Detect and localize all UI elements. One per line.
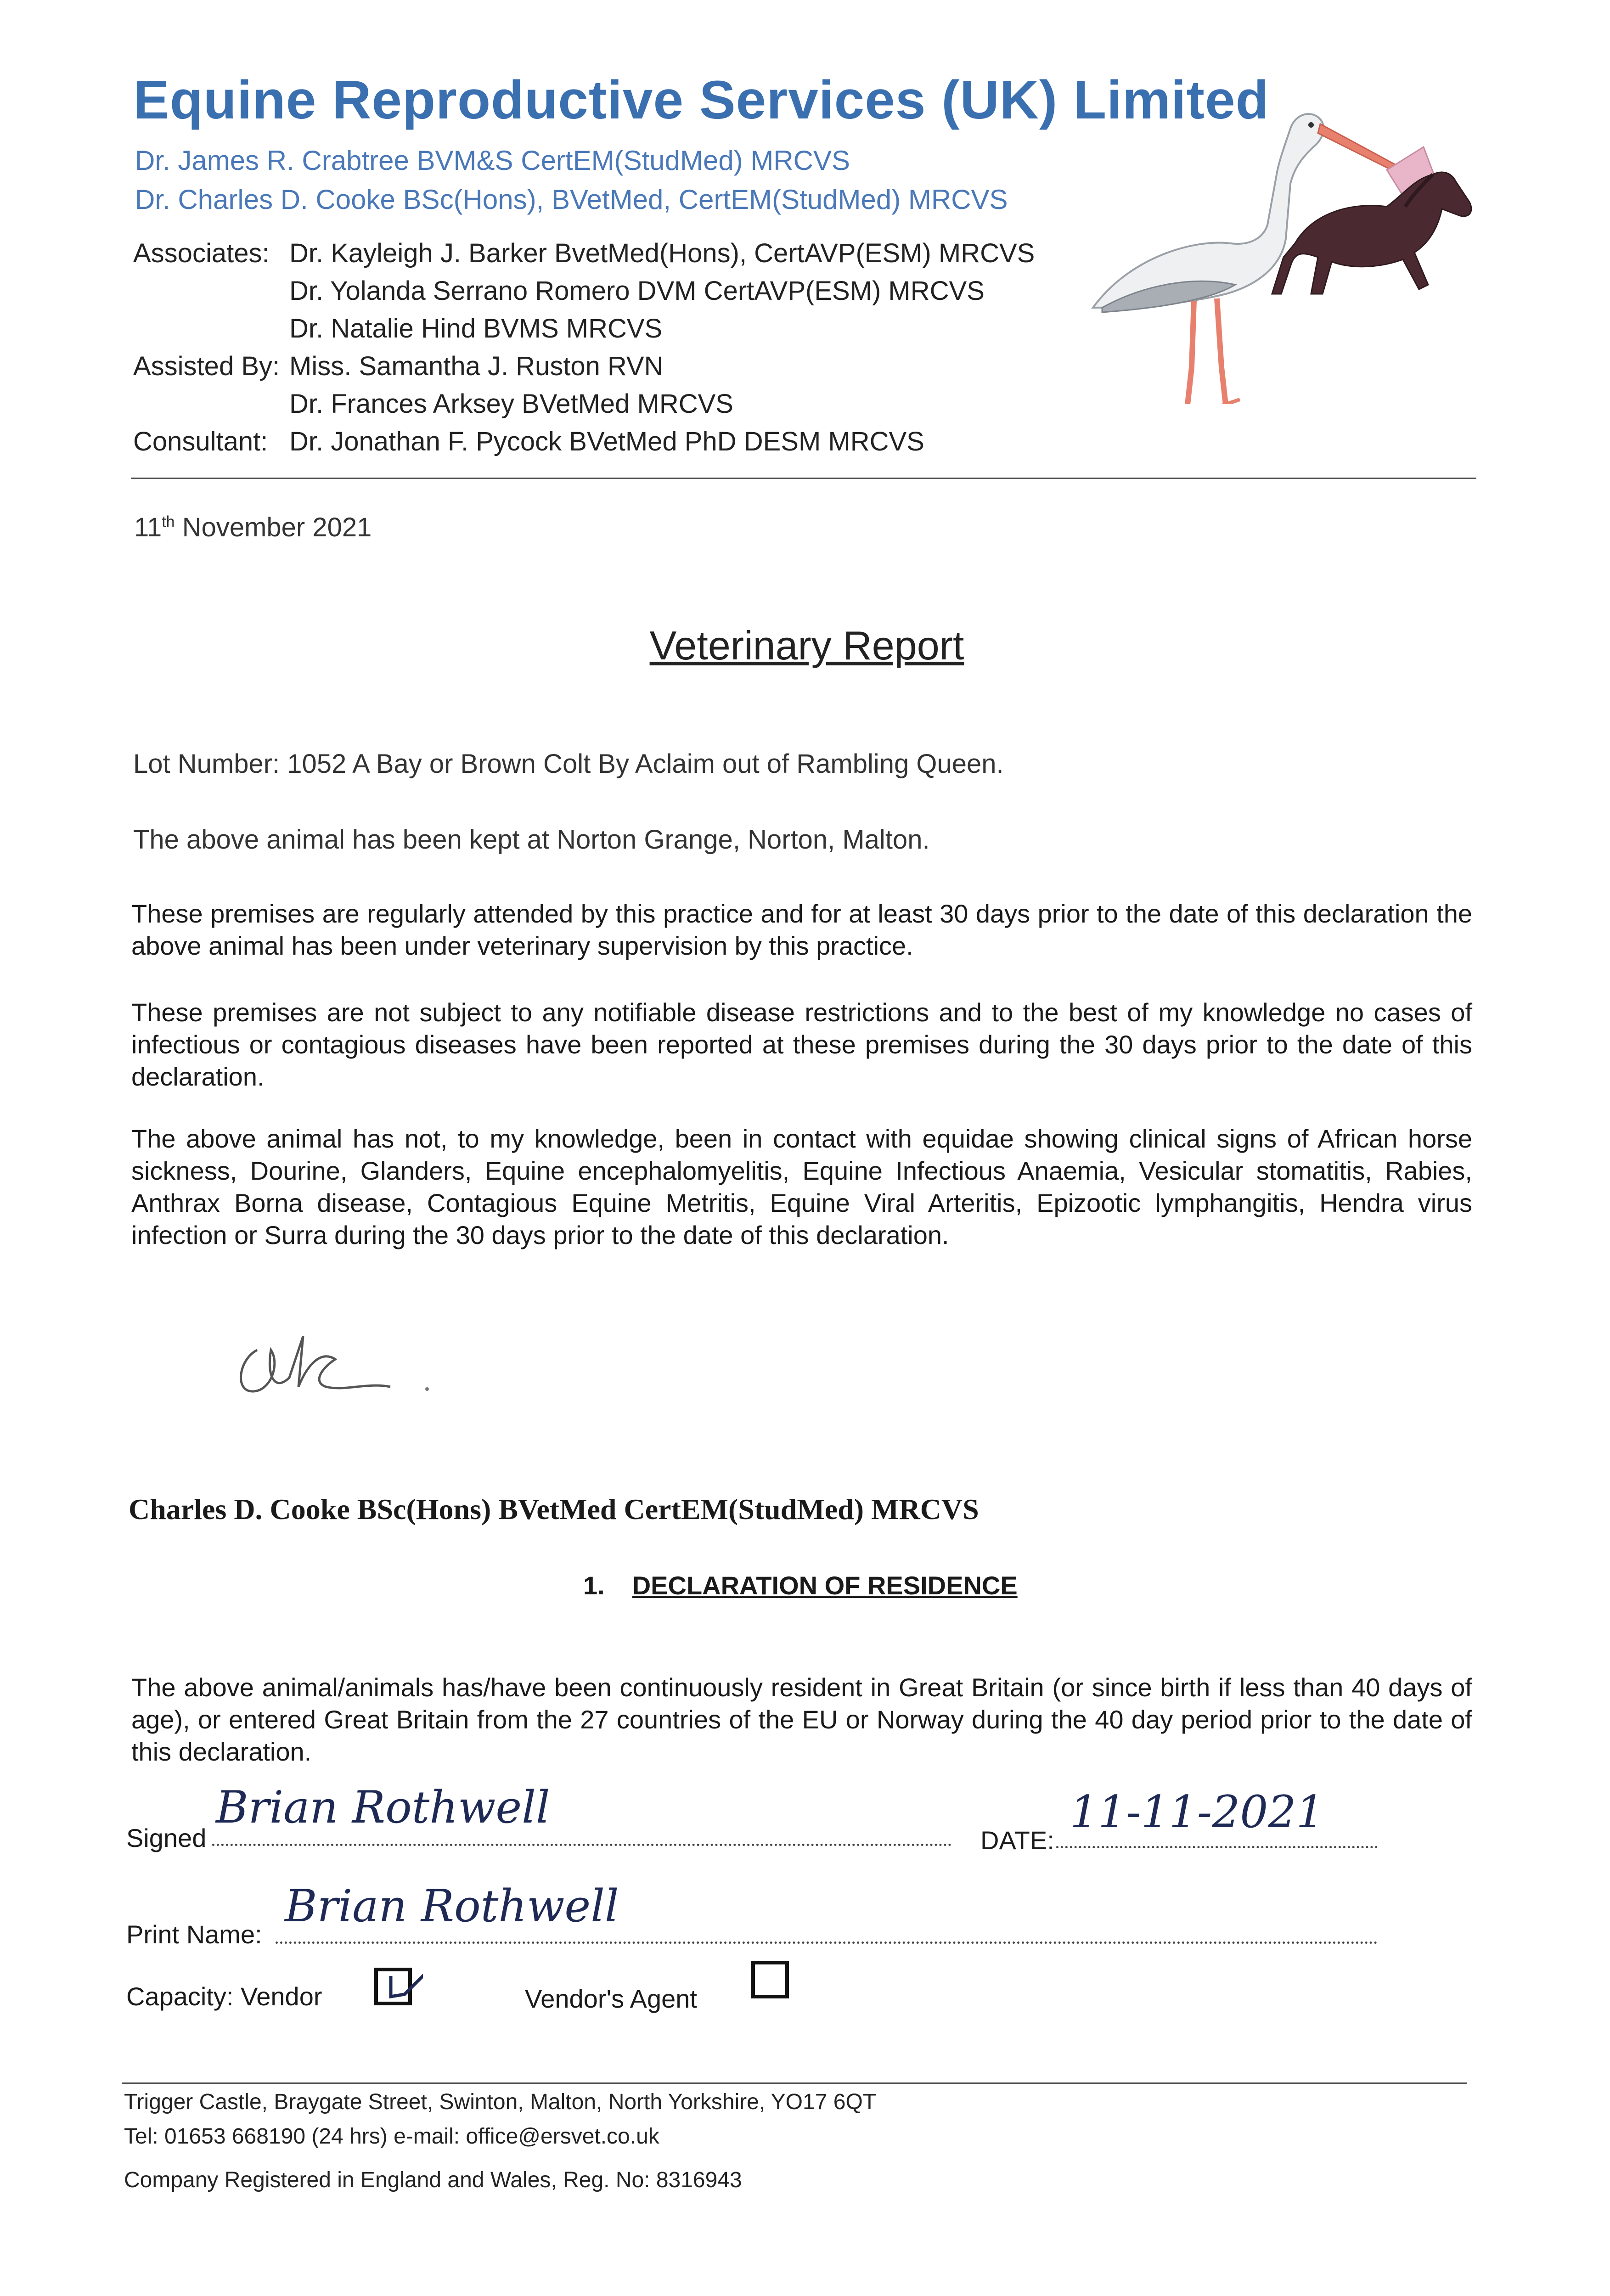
signed-line[interactable]: [212, 1844, 951, 1846]
associates-row-3: [133, 313, 662, 344]
check-mark-icon: [377, 1962, 423, 2003]
footer-address: Trigger Castle, Braygate Street, Swinton, Malton, North Yorkshire, YO17 6QT: [124, 2090, 877, 2114]
assisted-row-2: [133, 388, 733, 419]
partner-cooke: Dr. Charles D. Cooke BSc(Hons), BVetMed, CertEM(StudMed) MRCVS: [135, 184, 1008, 215]
company-name: Equine Reproductive Services (UK) Limited: [133, 70, 1269, 130]
assistant-ruston: Miss. Samantha J. Ruston RVN: [289, 351, 664, 381]
contact-paragraph: The above animal has not, to my knowledge, been in contact with equidae showing clinical signs of African horse sickness, Dourine, Glanders, Equine encephalomyelitis, Equine Infectious Anaemia, Vesicular stomatitis, Rabies, Anthrax Borna disease, Contagious Equine Metritis, Equine Viral Arteritis, Epizootic lymphangitis, Hendra virus infection or Surra during the 30 days prior to the date of this declaration.: [131, 1124, 1472, 1249]
associate-hind: Dr. Natalie Hind BVMS MRCVS: [289, 314, 663, 343]
consultant-row: [133, 426, 924, 457]
agent-label: Vendor's Agent: [525, 1984, 697, 2013]
header-divider: [131, 478, 1476, 479]
supervision-paragraph: These premises are regularly attended by this practice and for at least 30 days prior to the date of this declaration the above animal has been under veterinary supervision by this practice.: [131, 899, 1472, 960]
letter-date: 11th November 2021: [134, 512, 372, 542]
print-name-value: Brian Rothwell: [285, 1880, 619, 1932]
date-label: DATE:: [980, 1826, 1054, 1855]
associates-label: Associates:: [133, 238, 270, 268]
capacity-label: Capacity: Vendor: [126, 1982, 322, 2011]
assistant-arksey: Dr. Frances Arksey BVetMed MRCVS: [289, 389, 733, 419]
declaration-text: The above animal/animals has/have been continuously resident in Great Britain (or since birth if less than 40 days of age), or entered Great Britain from the 27 countries of the EU or Norway during the 40 day period prior to the date of this declaration.: [131, 1673, 1472, 1766]
kept-line: The above animal has been kept at Norton Grange, Norton, Malton.: [133, 825, 930, 855]
assisted-label: Assisted By:: [133, 351, 280, 381]
vendor-checkbox[interactable]: [374, 1968, 412, 2005]
agent-checkbox[interactable]: [751, 1961, 789, 1998]
signed-value: Brian Rothwell: [216, 1782, 550, 1833]
associate-serrano: Dr. Yolanda Serrano Romero DVM CertAVP(ESM) MRCVS: [289, 276, 985, 306]
associate-barker: Dr. Kayleigh J. Barker BvetMed(Hons), CertAVP(ESM) MRCVS: [289, 238, 1035, 268]
signed-label: Signed: [126, 1823, 207, 1852]
associates-row-1: [133, 238, 1035, 269]
print-name-label: Print Name:: [126, 1920, 262, 1949]
vet-signature: [230, 1322, 468, 1414]
lot-line: Lot Number: 1052 A Bay or Brown Colt By Aclaim out of Rambling Queen.: [133, 749, 1004, 779]
assisted-row-1: [133, 351, 663, 382]
date-line[interactable]: [1056, 1846, 1378, 1848]
signatory-name: Charles D. Cooke BSc(Hons) BVetMed CertEM(StudMed) MRCVS: [129, 1493, 979, 1525]
consultant-pycock: Dr. Jonathan F. Pycock BVetMed PhD DESM MRCVS: [289, 427, 924, 456]
report-title: Veterinary Report: [649, 623, 964, 668]
disease-paragraph: These premises are not subject to any notifiable disease restrictions and to the best of my knowledge no cases of infectious or contagious diseases have been reported at these premises during the 30 days prior to the date of this declaration.: [131, 998, 1472, 1091]
consultant-label: Consultant:: [133, 427, 268, 456]
partner-crabtree: Dr. James R. Crabtree BVM&S CertEM(StudMed) MRCVS: [135, 145, 850, 176]
stork-foal-logo: [1075, 92, 1488, 404]
declaration-heading: 1. DECLARATION OF RESIDENCE: [583, 1571, 1018, 1600]
date-value: 11-11-2021: [1070, 1786, 1324, 1838]
associates-row-2: [133, 276, 985, 306]
footer-divider: [122, 2082, 1467, 2084]
footer-contact: Tel: 01653 668190 (24 hrs) e-mail: office@ersvet.co.uk: [124, 2124, 659, 2149]
print-name-line[interactable]: [276, 1941, 1378, 1944]
footer-registration: Company Registered in England and Wales, Reg. No: 8316943: [124, 2168, 742, 2192]
